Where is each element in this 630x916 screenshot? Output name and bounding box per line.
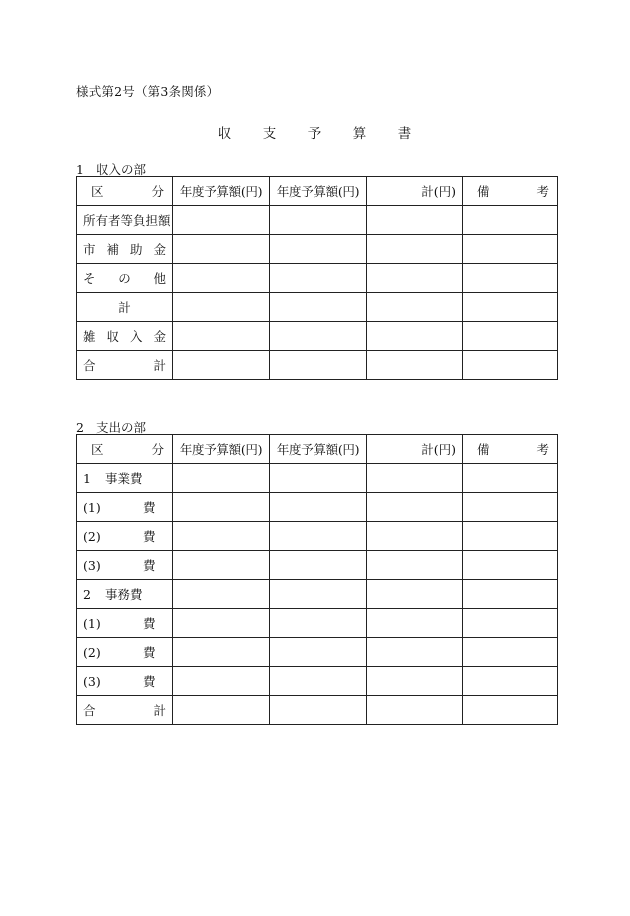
input-cell[interactable] bbox=[463, 493, 558, 522]
input-cell[interactable] bbox=[173, 235, 270, 264]
row-label-business-expense: 1 事業費 bbox=[77, 464, 173, 493]
input-cell[interactable] bbox=[173, 638, 270, 667]
input-cell[interactable] bbox=[367, 522, 463, 551]
input-cell[interactable] bbox=[367, 580, 463, 609]
input-cell[interactable] bbox=[173, 493, 270, 522]
input-cell[interactable] bbox=[270, 580, 367, 609]
curr-budget-header: 年度予算額(円) bbox=[270, 435, 367, 464]
row-label-office-sub-1: (1) 費 bbox=[77, 609, 173, 638]
table-row bbox=[77, 322, 558, 351]
input-cell[interactable] bbox=[463, 235, 558, 264]
input-cell[interactable] bbox=[270, 264, 367, 293]
table-row bbox=[77, 464, 558, 493]
row-label-office-expense: 2 事務費 bbox=[77, 580, 173, 609]
row-label-expense-grand-total: 合 計 bbox=[77, 696, 173, 725]
input-cell[interactable] bbox=[173, 464, 270, 493]
input-cell[interactable] bbox=[367, 235, 463, 264]
prev-budget-header: 年度予算額(円) bbox=[173, 435, 270, 464]
input-cell[interactable] bbox=[367, 293, 463, 322]
input-cell[interactable] bbox=[173, 351, 270, 380]
input-cell[interactable] bbox=[463, 667, 558, 696]
input-cell[interactable] bbox=[270, 293, 367, 322]
input-cell[interactable] bbox=[270, 351, 367, 380]
row-label-city-subsidy: 市 補 助 金 bbox=[77, 235, 173, 264]
table-row bbox=[77, 667, 558, 696]
input-cell[interactable] bbox=[173, 206, 270, 235]
category-header: 区 分 bbox=[77, 435, 173, 464]
row-label-income-grand-total: 合 計 bbox=[77, 351, 173, 380]
input-cell[interactable] bbox=[463, 522, 558, 551]
table-row bbox=[77, 609, 558, 638]
input-cell[interactable] bbox=[270, 638, 367, 667]
input-cell[interactable] bbox=[270, 667, 367, 696]
input-cell[interactable] bbox=[270, 493, 367, 522]
total-header: 計(円) bbox=[367, 177, 463, 206]
expense-header-row bbox=[77, 435, 558, 464]
input-cell[interactable] bbox=[173, 551, 270, 580]
input-cell[interactable] bbox=[173, 322, 270, 351]
input-cell[interactable] bbox=[463, 551, 558, 580]
input-cell[interactable] bbox=[463, 264, 558, 293]
form-number: 様式第2号（第3条関係） bbox=[76, 84, 220, 99]
income-section-label: 収入の部 bbox=[96, 162, 147, 177]
table-row bbox=[77, 493, 558, 522]
document-title: 収 支 予 算 書 bbox=[217, 126, 421, 142]
row-label-business-sub-2: (2) 費 bbox=[77, 522, 173, 551]
table-row bbox=[77, 580, 558, 609]
input-cell[interactable] bbox=[463, 464, 558, 493]
row-label-other: そ の 他 bbox=[77, 264, 173, 293]
input-cell[interactable] bbox=[367, 696, 463, 725]
input-cell[interactable] bbox=[367, 322, 463, 351]
input-cell[interactable] bbox=[463, 696, 558, 725]
table-row bbox=[77, 522, 558, 551]
row-label-owner-contribution: 所有者等負担額 bbox=[77, 206, 173, 235]
input-cell[interactable] bbox=[270, 206, 367, 235]
input-cell[interactable] bbox=[367, 493, 463, 522]
table-row bbox=[77, 206, 558, 235]
prev-budget-header: 年度予算額(円) bbox=[173, 177, 270, 206]
row-label-office-sub-3: (3) 費 bbox=[77, 667, 173, 696]
input-cell[interactable] bbox=[367, 264, 463, 293]
input-cell[interactable] bbox=[463, 638, 558, 667]
input-cell[interactable] bbox=[173, 264, 270, 293]
table-row bbox=[77, 638, 558, 667]
input-cell[interactable] bbox=[367, 667, 463, 696]
income-section-number: 1 bbox=[76, 162, 84, 177]
category-header: 区 分 bbox=[77, 177, 173, 206]
total-header: 計(円) bbox=[367, 435, 463, 464]
input-cell[interactable] bbox=[367, 464, 463, 493]
row-label-office-sub-2: (2) 費 bbox=[77, 638, 173, 667]
remarks-header: 備 考 bbox=[463, 435, 558, 464]
input-cell[interactable] bbox=[367, 638, 463, 667]
input-cell[interactable] bbox=[367, 551, 463, 580]
input-cell[interactable] bbox=[270, 696, 367, 725]
input-cell[interactable] bbox=[173, 667, 270, 696]
input-cell[interactable] bbox=[463, 293, 558, 322]
expense-section-number: 2 bbox=[76, 420, 84, 435]
input-cell[interactable] bbox=[270, 464, 367, 493]
curr-budget-header: 年度予算額(円) bbox=[270, 177, 367, 206]
row-label-business-sub-1: (1) 費 bbox=[77, 493, 173, 522]
table-row bbox=[77, 264, 558, 293]
input-cell[interactable] bbox=[173, 293, 270, 322]
input-cell[interactable] bbox=[270, 522, 367, 551]
row-label-misc-income: 雑 収 入 金 bbox=[77, 322, 173, 351]
input-cell[interactable] bbox=[463, 206, 558, 235]
input-cell[interactable] bbox=[367, 351, 463, 380]
input-cell[interactable] bbox=[270, 609, 367, 638]
input-cell[interactable] bbox=[367, 206, 463, 235]
input-cell[interactable] bbox=[463, 322, 558, 351]
income-header-row bbox=[77, 177, 558, 206]
expense-table bbox=[76, 434, 558, 725]
input-cell[interactable] bbox=[463, 609, 558, 638]
expense-section-label: 支出の部 bbox=[96, 420, 147, 435]
remarks-header: 備 考 bbox=[463, 177, 558, 206]
input-cell[interactable] bbox=[270, 551, 367, 580]
input-cell[interactable] bbox=[270, 235, 367, 264]
table-row bbox=[77, 551, 558, 580]
input-cell[interactable] bbox=[173, 696, 270, 725]
income-table bbox=[76, 176, 558, 380]
row-label-subtotal: 計 bbox=[77, 293, 173, 322]
input-cell[interactable] bbox=[463, 351, 558, 380]
table-row bbox=[77, 351, 558, 380]
table-row bbox=[77, 235, 558, 264]
input-cell[interactable] bbox=[367, 609, 463, 638]
table-row bbox=[77, 696, 558, 725]
input-cell[interactable] bbox=[173, 522, 270, 551]
table-row bbox=[77, 293, 558, 322]
input-cell[interactable] bbox=[463, 580, 558, 609]
input-cell[interactable] bbox=[173, 580, 270, 609]
input-cell[interactable] bbox=[270, 322, 367, 351]
row-label-business-sub-3: (3) 費 bbox=[77, 551, 173, 580]
input-cell[interactable] bbox=[173, 609, 270, 638]
